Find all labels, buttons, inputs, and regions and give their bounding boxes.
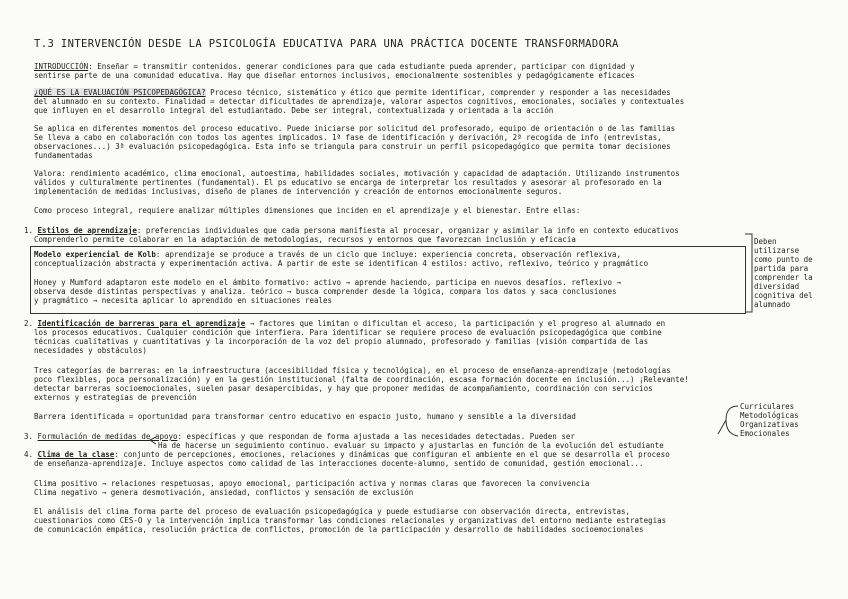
measure-item: Organizativas: [740, 420, 799, 429]
measure-item: Metodológicas: [740, 411, 799, 420]
valora-line-2: válidos y culturalmente pertinentes (fundamental). El ps educativo se encarga de interpretar los resultados y asesorar al profesorado en la: [34, 178, 662, 187]
aplica-line-3: observaciones...) 3ª evaluación psicopedagógica. Esta info se triangula para construir un perfil psicopedagógico que permita tomar decisiones: [34, 142, 671, 151]
analisis-line-3: de comunicación empática, resolución práctica de conflictos, promoción de la participación y desarrollo de habilidades socioemocionales: [34, 525, 644, 534]
kolb-line-1: Modelo experiencial de Kolb: aprendizaje se produce a través de un ciclo que incluye: experiencia concreta, observación reflexiva,: [34, 250, 622, 259]
side-note-line: cognitiva del: [754, 291, 813, 300]
barriers-line-3: detectar barreras socioemocionales, suelen pasar desapercibidas, y hay que proponer medidas de acompañamiento, coordinación con servicios: [34, 384, 653, 393]
page-title: T.3 INTERVENCIÓN DESDE LA PSICOLOGÍA EDUCATIVA PARA UNA PRÁCTICA DOCENTE TRANSFORMADORA: [34, 38, 619, 50]
que-es-label: ¿QUÉ ES LA EVALUACIÓN PSICOPEDAGÓGICA?: [34, 88, 206, 97]
hook-arrow-icon: [148, 436, 158, 446]
side-note-line: comprender la: [754, 273, 813, 282]
clima-negativo-line: Clima negativo → genera desmotivación, ansiedad, conflictos y sensación de exclusión: [34, 488, 414, 497]
item2-line-1: 2. Identificación de barreras para el aprendizaje → factores que limitan o dificultan el acceso, la participación y el progreso al alumnado en: [24, 319, 666, 328]
item1-line-2: Comprenderlo permite colaborar en la adaptación de metodologías, recursos y entornos que favorezcan inclusión y eficacia: [34, 235, 576, 244]
measure-item: Emocionales: [740, 429, 790, 438]
que-es-line-2: del alumnado en su contexto. Finalidad = detectar dificultades de aprendizaje, valorar aspectos cognitivos, emocionales, sociales y contextuales: [34, 97, 685, 106]
hm-line-3: y pragmático → necesita aplicar lo aprendido en situaciones reales: [34, 296, 333, 305]
aplica-line-1: Se aplica en diferentes momentos del proceso educativo. Puede iniciarse por solicitud del profesorado, equipo de orientación o de las familias: [34, 124, 676, 133]
integral-line: Como proceso integral, requiere analizar múltiples dimensiones que inciden en el aprendizaje y el bienestar. Entre ellas:: [34, 206, 581, 215]
barriers-line-2: poco flexibles, poca personalización) y en la gestión institucional (falta de coordinación, escasa formación docente en inclusión...) ¡Relevante!: [34, 375, 689, 384]
item2-label: Identificación de barreras para el aprendizaje: [37, 319, 246, 328]
valora-line-1: Valora: rendimiento académico, clima emocional, autoestima, habilidades sociales, motivación y capacidad de adaptación. Utilizando instrumentos: [34, 169, 680, 178]
side-note-line: como punto de: [754, 255, 813, 264]
item1-side-note: [754, 237, 844, 309]
item3-label: Formulación de medidas de apoyo: [37, 432, 178, 441]
item2-line-4: necesidades y obstáculos): [34, 346, 147, 355]
item2-line-3: técnicas cualitativas y cuantitativas y la incorporación de la voz del propio alumnado, profesorado y familias (visión compartida de las: [34, 337, 649, 346]
barriers-line-1: Tres categorías de barreras: en la infraestructura (accesibilidad física y tecnológica), en el proceso de enseñanza-aprendizaje (metodologías: [34, 366, 671, 375]
intro-line-2: sentirse parte de una comunidad educativa. Hay que diseñar entornos inclusivos, emocionalmente sostenibles y pedagógicamente eficaces: [34, 71, 635, 80]
item4-line-2: de enseñanza-aprendizaje. Incluye aspectos como calidad de las interacciones docente-alumno, sentido de comunidad, gestión emocional...: [34, 459, 644, 468]
measure-item: Curriculares: [740, 402, 795, 411]
oportunidad-line: Barrera identificada = oportunidad para transformar centro educativo en espacio justo, humano y sensible a la diversidad: [34, 412, 576, 421]
aplica-line-4: fundamentadas: [34, 151, 93, 160]
side-note-line: utilizarse: [754, 246, 800, 255]
analisis-line-2: cuestionarios como CES-O y la intervención implica transformar las condiciones relacionales y organizativas del entorno mediante estrategias: [34, 516, 667, 525]
side-brace-icon: [744, 232, 754, 314]
item4-line-1: 4. Clima de la clase: conjunto de percepciones, emociones, relaciones y dinámicas que configuran el ambiente en el que se desarrolla el proceso: [24, 450, 670, 459]
side-note-line: Deben: [754, 237, 777, 246]
item2-line-2: los procesos educativos. Cualquier condición que interfiera. Para identificar se requiere proceso de evaluación psicopedagógica que combine: [34, 328, 662, 337]
hm-line-1: Honey y Mumford adaptaron este modelo en el ámbito formativo: activo → aprende haciendo, participa en nuevos desafíos. reflexivo →: [34, 278, 621, 287]
barriers-line-4: externos y estrategias de prevención: [34, 393, 197, 402]
clima-positivo-line: Clima positivo → relaciones respetuosas, apoyo emocional, participación activa y normas claras que favorecen la convivencia: [34, 479, 590, 488]
kolb-line-2: conceptualización abstracta y experimentación activa. A partir de este se identifican 4 estilos: activo, reflexivo, teórico y pragmático: [34, 259, 649, 268]
item1-line-1: 1. Estilos de aprendizaje: preferencias individuales que cada persona manifiesta al procesar, organizar y asimilar la info en contexto educativos: [24, 226, 679, 235]
analisis-line-1: El análisis del clima forma parte del proceso de evaluación psicopedagógica y puede estudiarse con observación directa, entrevistas,: [34, 507, 631, 516]
item1-label: Estilos de aprendizaje: [37, 226, 137, 235]
que-es-line-3: que influyen en el desarrollo integral del estudiantado. Debe ser integral, contextualizada y orientada a la acción: [34, 106, 554, 115]
intro-line-1: INTRODUCCIÓN: Enseñar = transmitir contenidos. generar condiciones para que cada estudiante pueda aprender, participar con dignidad y: [34, 62, 635, 71]
item3-line-2: Ha de hacerse un seguimiento continuo. evaluar su impacto y ajustarlas en función de la evolución del estudiante: [158, 441, 664, 450]
hm-line-2: observa desde distintas perspectivas y analiza. teórico → busca comprender desde la lógica, compara los datos y saca conclusiones: [34, 287, 617, 296]
intro-label: INTRODUCCIÓN: [34, 62, 89, 71]
item4-label: Clima de la clase: [37, 450, 115, 459]
side-note-line: alumnado: [754, 300, 791, 309]
aplica-line-2: Se lleva a cabo en colaboración con todos los agentes implicados. 1ª fase de identificación y derivación, 2ª recogida de info (entrevistas,: [34, 133, 662, 142]
side-note-line: partida para: [754, 264, 809, 273]
side-note-line: diversidad: [754, 282, 800, 291]
kolb-label: Modelo experiencial de Kolb: [34, 250, 156, 259]
item3-line-1: 3. Formulación de medidas de apoyo: específicas y que respondan de forma ajustada a las necesidades detectadas. Pueden ser: [24, 432, 575, 441]
que-es-line-1: ¿QUÉ ES LA EVALUACIÓN PSICOPEDAGÓGICA? Proceso técnico, sistemático y ético que permite identificar, comprender y responder a las necesidades: [34, 88, 671, 97]
measures-brace-icon: [716, 404, 740, 438]
valora-line-3: implementación de medidas inclusivas, diseño de planes de intervención y creación de entornos emocionalmente seguros.: [34, 187, 563, 196]
measures-list: [740, 402, 840, 438]
